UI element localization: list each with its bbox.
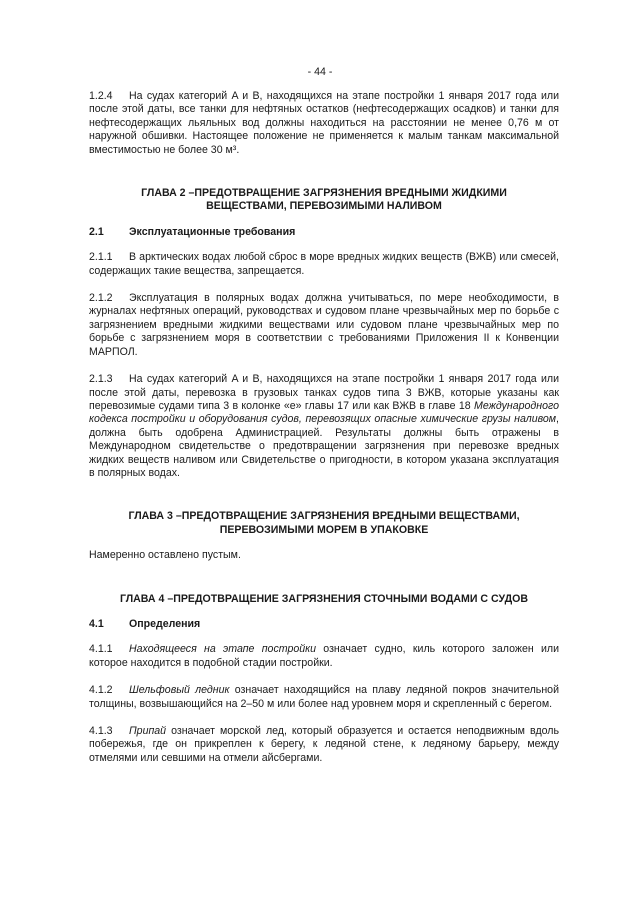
- paragraph-text: означает судно, киль которого заложен или которое находится в подобной стадии постройки.: [89, 643, 559, 669]
- section-title: Эксплуатационные требования: [129, 225, 296, 238]
- paragraph-1-2-4: [89, 90, 559, 157]
- defined-term: Шельфовый ледник: [129, 684, 230, 697]
- paragraph-2-1-2: [89, 292, 559, 359]
- paragraph-4-1-3: [89, 725, 559, 765]
- section-title: Определения: [129, 617, 201, 630]
- section-4-1-heading: [89, 618, 559, 631]
- chapter-heading-line: ГЛАВА 4 –ПРЕДОТВРАЩЕНИЕ ЗАГРЯЗНЕНИЯ СТОЧНЫМИ ВОДАМИ С СУДОВ: [119, 592, 529, 605]
- ibc-code-title: Международного кодекса постройки и оборудования судов, перевозящих опасные химические грузы наливом: [89, 399, 559, 426]
- chapter-heading-line: ПЕРЕВОЗИМЫМИ МОРЕМ В УПАКОВКЕ: [219, 523, 429, 536]
- paragraph-number: 4.1.3: [89, 725, 113, 737]
- paragraph-number: 2.1.3: [89, 373, 113, 386]
- paragraph-text: В арктических водах любой сброс в море вредных жидких веществ (ВЖВ) или смесей, содержащих такие вещества, запрещается.: [89, 251, 559, 277]
- paragraph-number: 4.1.1: [89, 643, 113, 656]
- paragraph-number: 1.2.4: [89, 90, 113, 102]
- defined-term: Находящееся на этапе постройки: [129, 643, 317, 656]
- chapter-4-heading: [89, 593, 559, 606]
- paragraph-number: 2.1.2: [89, 292, 113, 305]
- paragraph-2-1-3: [89, 373, 559, 480]
- section-number: 4.1: [89, 617, 104, 630]
- page-content: [89, 90, 559, 779]
- paragraph-text: Эксплуатация в полярных водах должна учитываться, по мере необходимости, в журналах нефтяных операций, руководствах и судовом плане чрезвычайных мер по борьбе с загрязнением вредными жидкими веществами или судовом плане чрезвычайных мер по борьбе с загрязнением моря в соответствии с требованиями Приложения II к Конвенции МАРПОЛ.: [89, 292, 559, 358]
- section-number: 2.1: [89, 225, 104, 238]
- chapter-heading-line: ГЛАВА 3 –ПРЕДОТВРАЩЕНИЕ ЗАГРЯЗНЕНИЯ ВРЕДНЫМИ ВЕЩЕСТВАМИ,: [128, 510, 520, 523]
- paragraph-2-1-1: [89, 251, 559, 278]
- paragraph-text: , должна быть одобрена Администрацией. Результаты должны быть отражены в Международном свидетельстве о предотвращении загрязнения при перевозке вредных жидких веществ наливом или Свидетельстве о пригодности, в котором указана эксплуатация в полярных водах.: [89, 413, 559, 479]
- paragraph-4-1-2: [89, 684, 559, 711]
- paragraph-4-1-1: [89, 643, 559, 670]
- paragraph-chapter-3-note: Намеренно оставлено пустым.: [89, 549, 241, 562]
- chapter-3-heading: [89, 510, 559, 537]
- defined-term: Припай: [129, 725, 167, 737]
- paragraph-text: На судах категорий A и B, находящихся на этапе постройки 1 января 2017 года или после этой даты, перевозка в грузовых танках судов типа 3 ВЖВ, которые указаны как перевозимые судами типа 3 в колонке «e» главы 17 или как ВЖВ в главе 18: [89, 373, 559, 412]
- page-number: - 44 -: [307, 66, 333, 78]
- chapter-heading-line: ВЕЩЕСТВАМИ, ПЕРЕВОЗИМЫМИ НАЛИВОМ: [206, 200, 442, 213]
- chapter-2-heading: [89, 187, 559, 214]
- paragraph-text: означает находящийся на плаву ледяной покров значительной толщины, возвышающийся на 2–50 м или более над уровнем моря и скрепленный с берегом.: [89, 684, 559, 710]
- paragraph-text: означает морской лед, который образуется и остается неподвижным вдоль побережья, где он прикреплен к берегу, к ледяной стене, к ледяному барьеру, между отмелями или севшими на отмели айсбергами.: [89, 725, 559, 764]
- paragraph-number: 2.1.1: [89, 251, 113, 264]
- paragraph-number: 4.1.2: [89, 684, 113, 697]
- paragraph-text: На судах категорий A и B, находящихся на этапе постройки 1 января 2017 года или после этой даты, все танки для нефтяных остатков (нефтесодержащих осадков) и танки для нефтесодержащих льяльных вод должны находиться на расстоянии не менее 0,76 м от наружной обшивки. Настоящее положение не применяется к малым танкам максимальной вместимостью не более 30 м³.: [89, 90, 559, 156]
- chapter-heading-line: ГЛАВА 2 –ПРЕДОТВРАЩЕНИЕ ЗАГРЯЗНЕНИЯ ВРЕДНЫМИ ЖИДКИМИ: [141, 187, 507, 200]
- section-2-1-heading: [89, 226, 559, 239]
